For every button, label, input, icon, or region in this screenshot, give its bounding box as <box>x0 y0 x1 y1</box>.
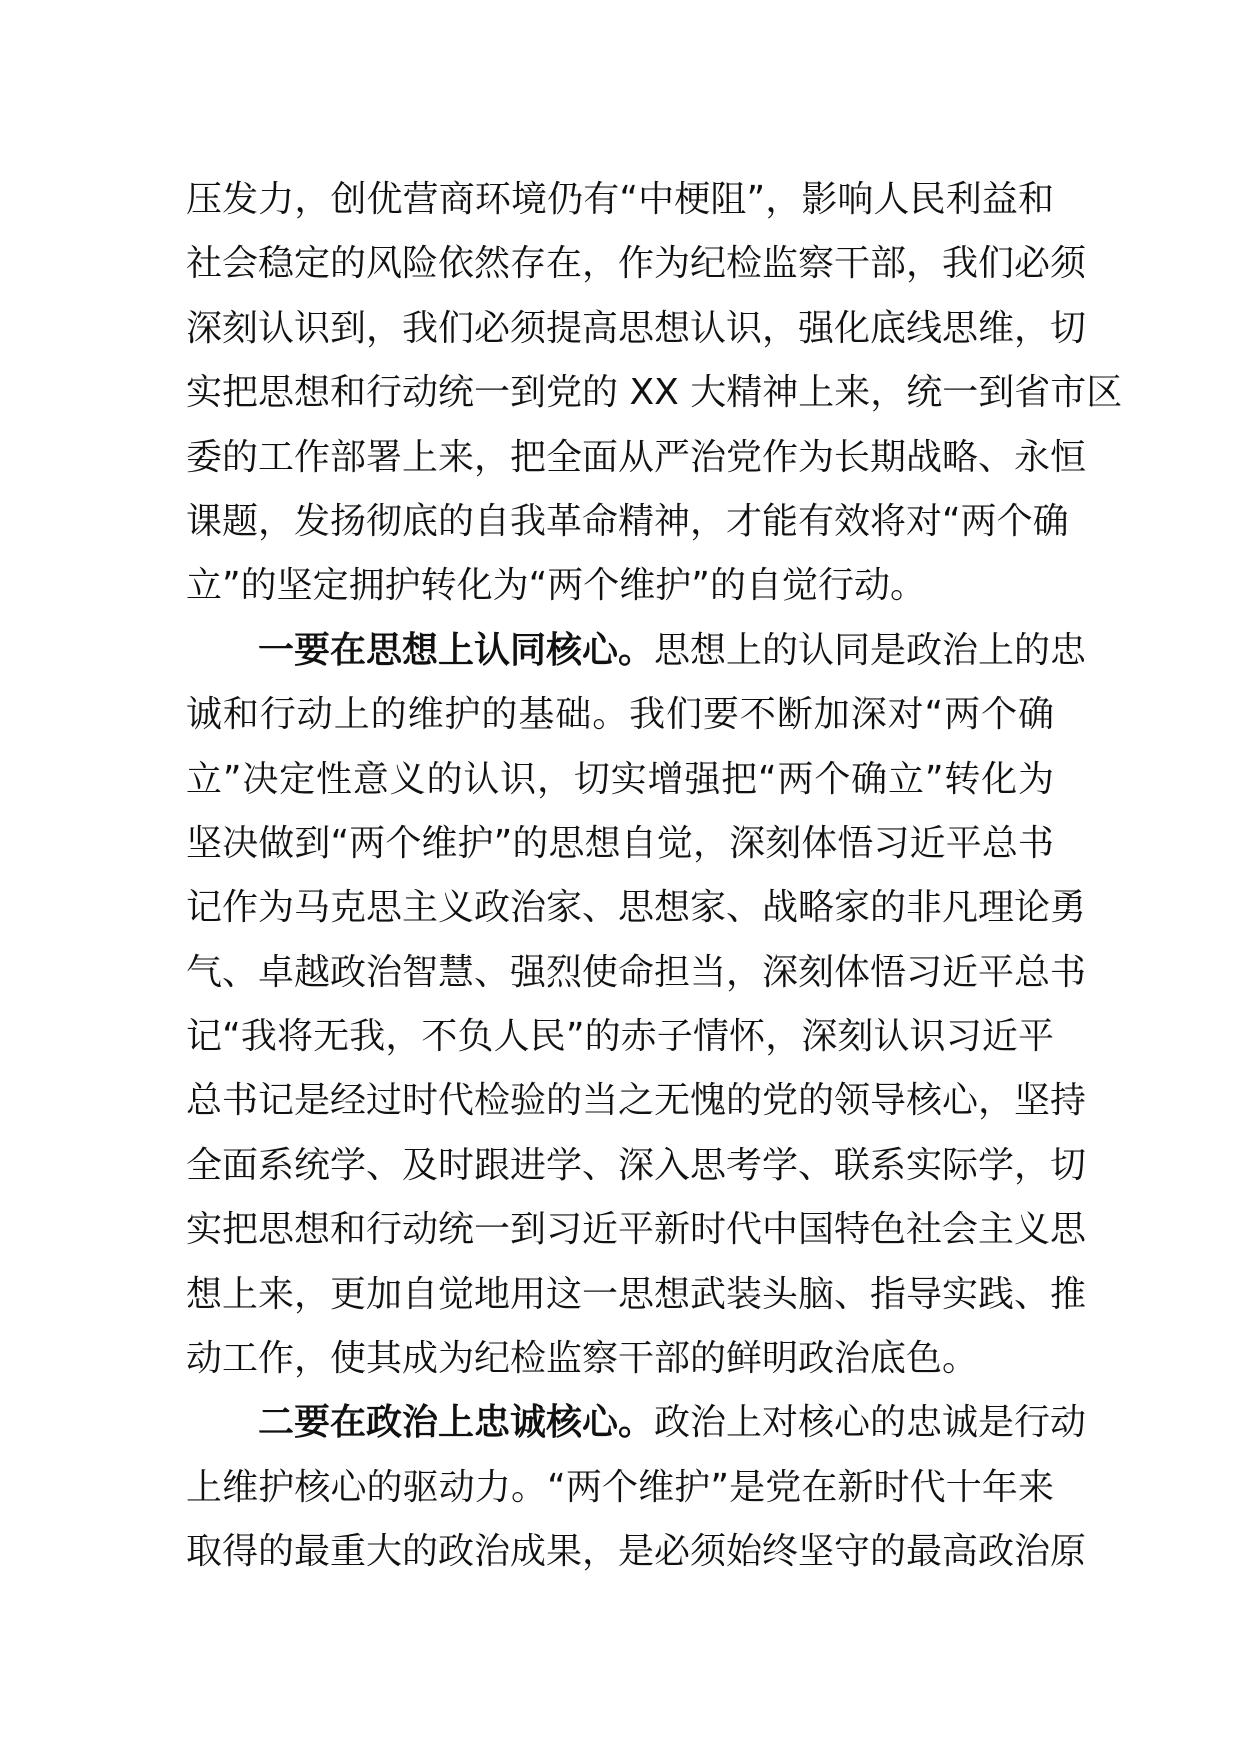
text-line: 记“我将无我，不负人民”的赤子情怀，深刻认识习近平 <box>186 1016 1054 1058</box>
text-line: 记作为马克思主义政治家、思想家、战略家的非凡理论勇 <box>186 887 1087 929</box>
text-line: 立”决定性意义的认识，切实增强把“两个确立”转化为 <box>186 758 1054 800</box>
paragraph <box>186 168 1123 619</box>
text-line: 课题，发扬彻底的自我革命精神，才能有效将对“两个确 <box>186 500 1069 542</box>
text-run: 政治上对核心的忠诚是行动 <box>654 1402 1087 1444</box>
paragraph-lead-heading: 二要在政治上忠诚核心。 <box>258 1402 655 1444</box>
text-line: 坚决做到“两个维护”的思想自觉，深刻体悟习近平总书 <box>186 822 1054 864</box>
text-line: 动工作，使其成为纪检监察干部的鲜明政治底色。 <box>186 1338 979 1380</box>
text-line: 诚和行动上的维护的基础。我们要不断加深对“两个确 <box>186 694 1054 736</box>
text-line: 立”的坚定拥护转化为“两个维护”的自觉行动。 <box>186 565 926 607</box>
text-line <box>186 1391 1087 1455</box>
text-line <box>186 619 1087 683</box>
text-line: 总书记是经过时代检验的当之无愧的党的领导核心，坚持 <box>186 1080 1087 1122</box>
text-line: 实把思想和行动统一到习近平新时代中国特色社会主义思 <box>186 1209 1087 1251</box>
text-line: 气、卓越政治智慧、强烈使命担当，深刻体悟习近平总书 <box>186 951 1087 993</box>
paragraph-lead-heading: 一要在思想上认同核心。 <box>258 629 655 671</box>
text-line: 上维护核心的驱动力。“两个维护”是党在新时代十年来 <box>186 1466 1054 1508</box>
text-line: 社会稳定的风险依然存在，作为纪检监察干部，我们必须 <box>186 243 1087 285</box>
paragraph <box>186 1391 1087 1584</box>
text-line: 想上来，更加自觉地用这一思想武装头脑、指导实践、推 <box>186 1273 1087 1315</box>
text-line: 全面系统学、及时跟进学、深入思考学、联系实际学，切 <box>186 1144 1087 1186</box>
text-line: 实把思想和行动统一到党的 XX 大精神上来，统一到省市区 <box>186 372 1123 414</box>
paragraph <box>186 619 1087 1392</box>
text-line: 委的工作部署上来，把全面从严治党作为长期战略、永恒 <box>186 436 1087 478</box>
text-line: 取得的最重大的政治成果，是必须始终坚守的最高政治原 <box>186 1531 1087 1573</box>
text-line: 深刻认识到，我们必须提高思想认识，强化底线思维，切 <box>186 307 1087 349</box>
text-line: 压发力，创优营商环境仍有“中梗阻”，影响人民利益和 <box>186 179 1054 220</box>
text-run: 思想上的认同是政治上的忠 <box>654 629 1087 671</box>
document-page <box>186 168 1123 1585</box>
